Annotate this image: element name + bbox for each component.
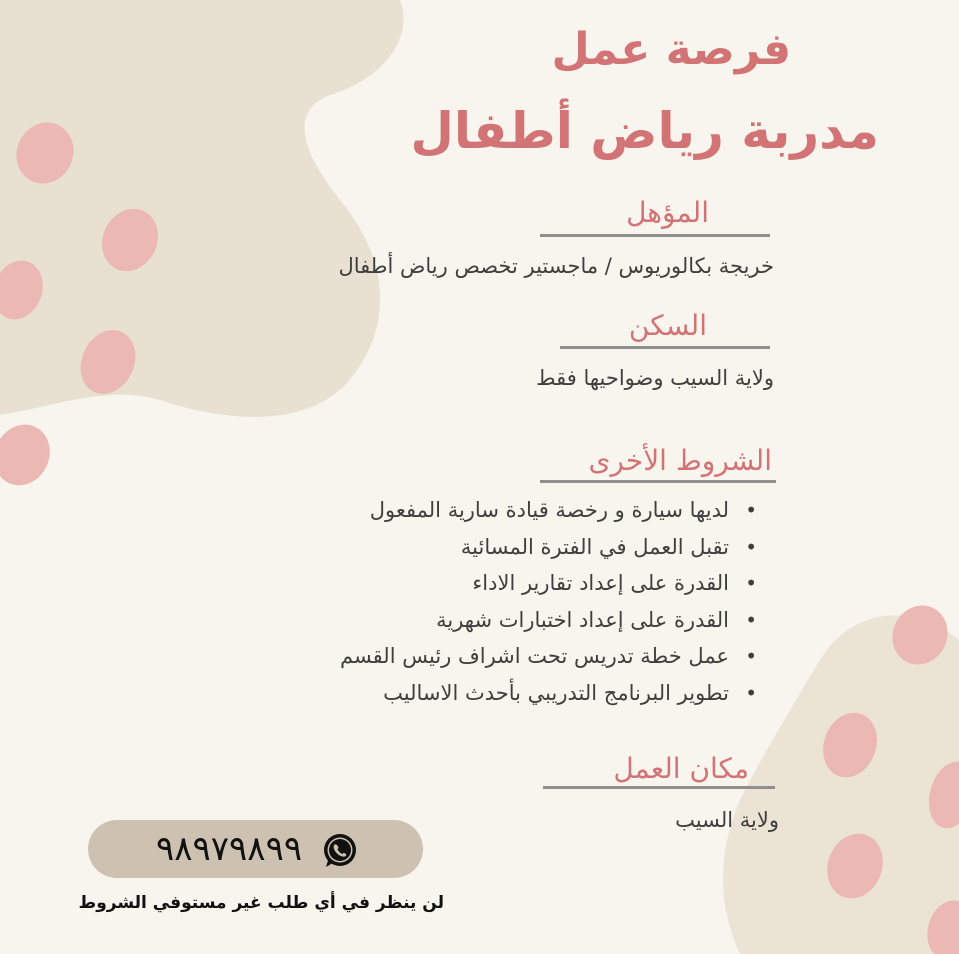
beige-blob-bottom-right <box>723 615 959 954</box>
heading-workplace: مكان العمل <box>613 752 749 785</box>
disclaimer-text: لن ينظر في أي طلب غير مستوفي الشروط <box>78 893 444 913</box>
heading-residence: السكن <box>628 309 707 342</box>
underline-qualification <box>540 234 770 237</box>
condition-item: • القدرة على إعداد تقارير الاداء <box>340 565 757 602</box>
workplace-text: ولاية السيب <box>675 808 779 832</box>
residence-text: ولاية السيب وضواحيها فقط <box>536 366 774 390</box>
underline-workplace <box>543 786 775 789</box>
condition-item: • عمل خطة تدريس تحت اشراف رئيس القسم <box>340 638 757 675</box>
title-job-opportunity: فرصة عمل <box>551 24 791 75</box>
heading-qualification: المؤهل <box>626 196 709 229</box>
pink-dot <box>0 415 60 494</box>
condition-item: • القدرة على إعداد اختبارات شهرية <box>340 602 757 639</box>
heading-other-conditions: الشروط الأخرى <box>588 444 772 477</box>
qualification-text: خريجة بكالوريوس / ماجستير تخصص رياض أطفال <box>338 254 774 278</box>
underline-other-conditions <box>540 480 776 483</box>
condition-item: • تطوير البرنامج التدريبي بأحدث الاساليب <box>340 675 757 712</box>
beige-blob-top-left <box>0 0 404 417</box>
title-job-position: مدربة رياض أطفال <box>410 102 879 160</box>
conditions-list <box>340 492 757 712</box>
phone-number[interactable]: ٩٨٩٧٩٨٩٩ <box>156 829 303 869</box>
whatsapp-icon[interactable] <box>320 831 360 871</box>
condition-item: • لديها سيارة و رخصة قيادة سارية المفعول <box>340 492 757 529</box>
underline-residence <box>560 346 770 349</box>
condition-item: • تقبل العمل في الفترة المسائية <box>340 529 757 566</box>
